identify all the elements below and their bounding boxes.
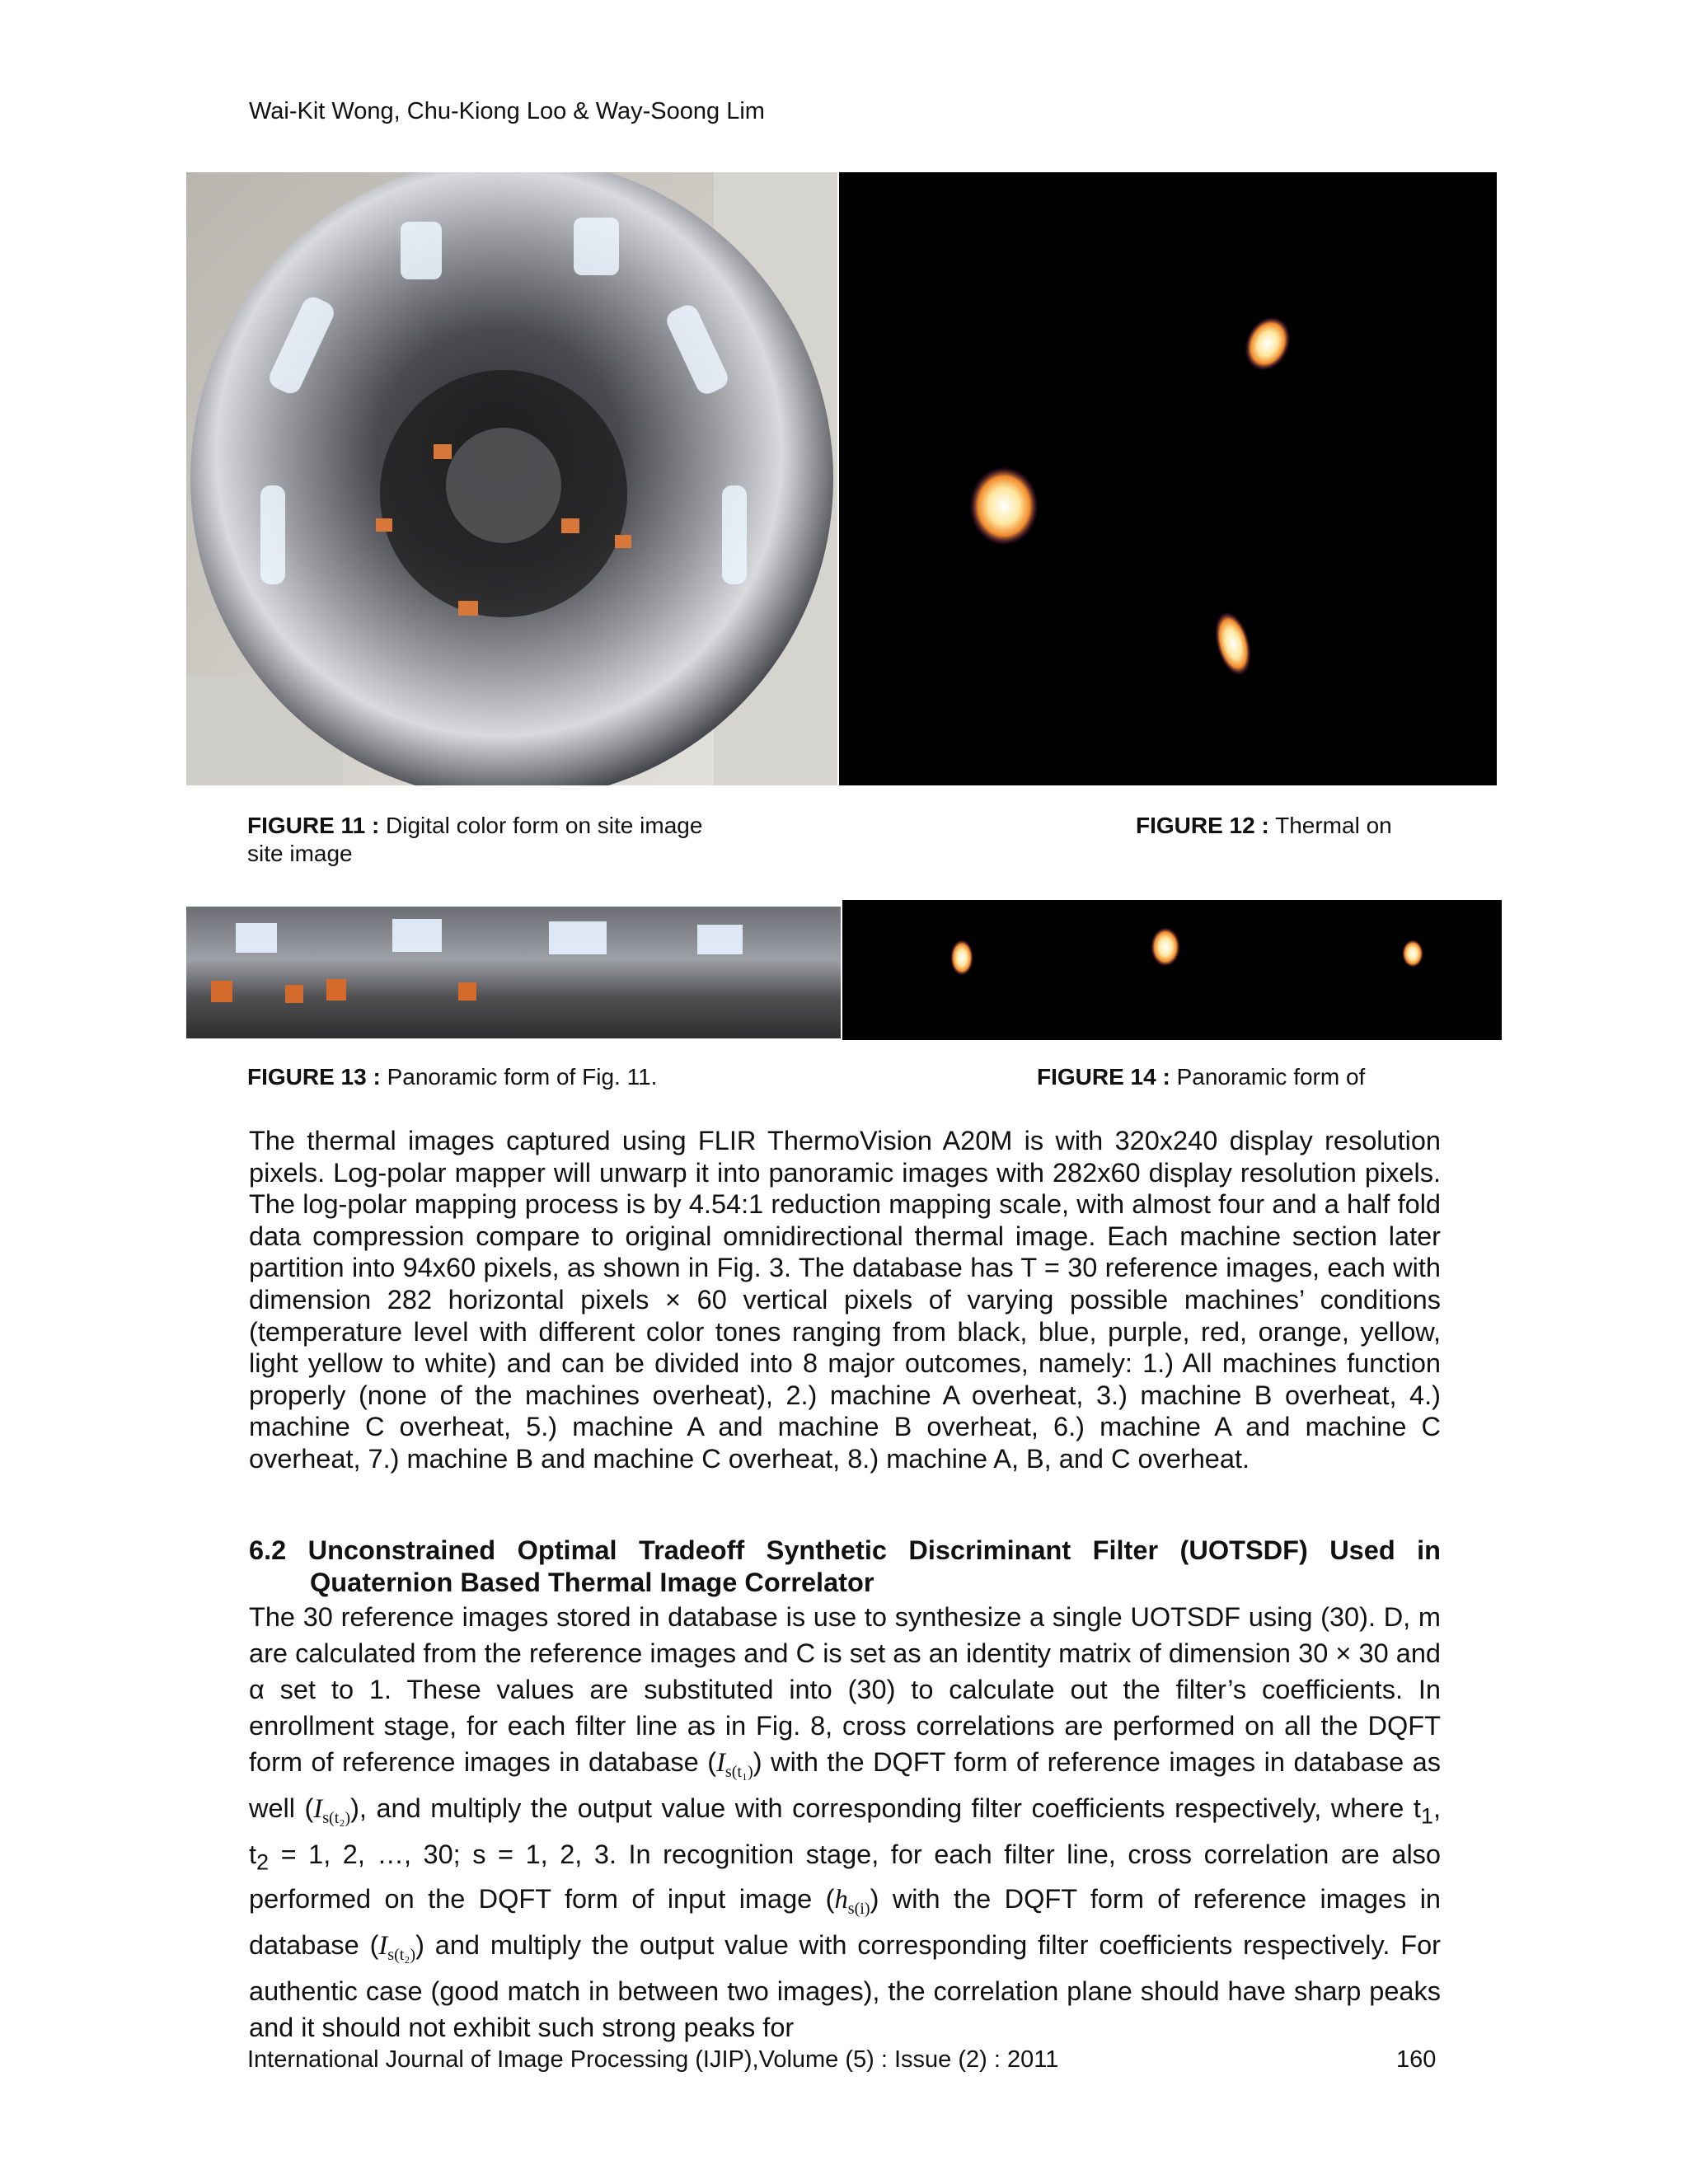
paragraph-2-text (249, 1599, 1441, 2046)
math-subscript: s(t₁) (724, 1763, 753, 1782)
figure-12-image (839, 172, 1497, 785)
figure-13-label: FIGURE 13 : (247, 1064, 381, 1090)
paragraph-1-text: The thermal images captured using FLIR ThermoVision A20M is with 320x240 display resolution pixels. Log-polar mapper will unwarp it into panoramic images with 282x60 display resolution pixels. The log-polar mapping process is by 4.54:1 reduction mapping scale, with almost four and a half fold data compression compare to original omnidirectional thermal image. Each machine section later partition into 94x60 pixels, as shown in Fig. 3. The database has T = 30 reference images, each with dimension 282 horizontal pixels × 60 vertical pixels of varying possible machines’ conditions (temperature level with different color tones ranging from black, blue, purple, red, orange, yellow, light yellow to white) and can be divided into 8 major outcomes, namely: 1.) All machines function properly (none of the machines overheat), 2.) machine A overheat, 3.) machine B overheat, 4.) machine C overheat, 5.) machine A and machine B overheat, 6.) machine A and machine C overheat, 7.) machine B and machine C overheat, 8.) machine A, B, and C overheat. (249, 1126, 1441, 1474)
figure-11-text-wrap: site image (247, 841, 353, 866)
para2-part-3: ), and multiply the output value with corresponding filter coefficients respectively, where t (350, 1793, 1421, 1824)
para2-part-1: The 30 reference images stored in database is use to synthesize a single UOTSDF using (30). D, m are calculated from the reference images and C is set as an identity matrix of dimension 30 × 30 and α set to 1. These values are substituted into (30) to calculate out the filter’s coefficients. In enrollment stage, for each filter line as in Fig. 8, cross correlations are performed on all the DQFT form of reference images in database ( (249, 1602, 1441, 1777)
t1-subscript: 1 (1420, 1802, 1433, 1829)
math-subscript: s(t₂) (387, 1945, 416, 1964)
figure-13-caption (247, 1063, 657, 1091)
para2-part-4: , t (249, 1793, 1441, 1870)
section-title-part-1: Unconstrained Optimal Tradeoff Synthetic Discriminant Filter (UOTSDF) Used in (307, 1535, 1441, 1565)
footer-journal: International Journal of Image Processing (IJIP),Volume (5) : Issue (2) : 2011 (247, 2046, 1059, 2073)
figure-11-text: Digital color form on site image (386, 813, 703, 838)
para2-part-6: ) with the DQFT form of reference images in database ( (249, 1883, 1441, 1960)
figure-12-label: FIGURE 12 : (1136, 813, 1269, 838)
math-symbol: I (378, 1930, 388, 1961)
math-h-s-i (834, 1884, 870, 1918)
figure-12-caption (1136, 812, 1392, 840)
figure-11-label: FIGURE 11 : (247, 813, 380, 838)
figure-14-caption (1037, 1063, 1365, 1091)
math-I-s-t2-b (378, 1930, 416, 1964)
math-symbol: I (716, 1748, 725, 1778)
math-subscript: s(i) (847, 1899, 870, 1918)
footer-page-number: 160 (1396, 2046, 1437, 2073)
math-I-s-t2 (313, 1794, 351, 1828)
figure-13-text: Panoramic form of Fig. 11. (387, 1064, 658, 1090)
math-symbol: h (834, 1884, 848, 1915)
paragraph-log-polar (249, 1125, 1441, 1475)
figure-12-text: Thermal on (1275, 813, 1392, 838)
section-number: 6.2 (249, 1535, 287, 1565)
section-heading-line-1 (249, 1535, 1441, 1567)
para2-part-5: = 1, 2, …, 30; s = 1, 2, 3. In recognition stage, for each filter line, cross correlation are also performed on the DQFT form of input image ( (249, 1840, 1441, 1914)
math-I-s-t1 (716, 1748, 753, 1782)
t2-subscript: 2 (256, 1849, 270, 1875)
figure-14-image (842, 900, 1502, 1040)
figure-11-caption (247, 812, 758, 868)
running-header: Wai-Kit Wong, Chu-Kiong Loo & Way-Soong Lim (249, 98, 765, 124)
figure-11-image (186, 172, 837, 785)
para2-part-2: ) with the DQFT form of reference images in database as well ( (249, 1747, 1442, 1824)
math-subscript: s(t₂) (322, 1809, 351, 1828)
para2-part-7: ) and multiply the output value with corresponding filter coefficients respectively. For authentic case (good match in between two images), the correlation plane should have sharp peaks and it should not exhibit such strong peaks for (249, 1929, 1441, 2042)
figure-14-text: Panoramic form of (1176, 1064, 1366, 1090)
figure-14-label: FIGURE 14 : (1037, 1064, 1170, 1090)
section-title-part-2: Quaternion Based Thermal Image Correlator (310, 1567, 874, 1597)
math-symbol: I (313, 1794, 323, 1825)
section-heading (249, 1535, 1441, 1598)
figure-13-image (186, 907, 841, 1038)
paragraph-uotsdf (249, 1599, 1441, 2046)
